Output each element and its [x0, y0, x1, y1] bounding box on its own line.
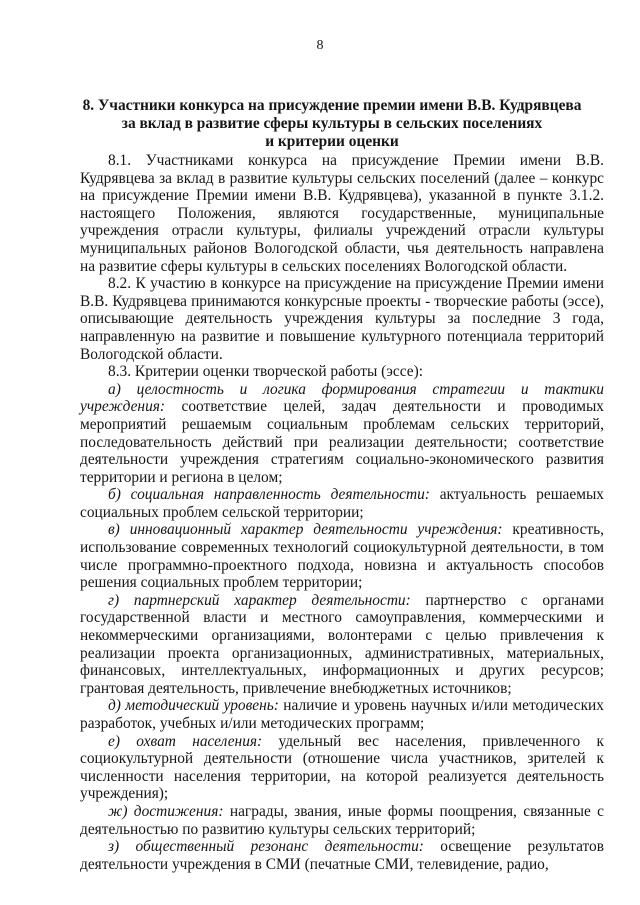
paragraph-8-2: 8.2. К участию в конкурсе на присуждение на присуждение Премии имени В.В. Кудрявцева принимаются конкурсные проекты - творческие работы (эссе), описывающие деятельность учреждения культуры за последние 3 года, направленную на развитие и повышение культурного потенциала территорий Вологодской области. — [80, 275, 604, 363]
criterion-b-text: актуальность решаемых социальных проблем сельской территории; — [80, 486, 604, 521]
criterion-zh-text: награды, звания, иные формы поощрения, связанные с деятельностью по развитию культуры сельских территорий; — [80, 802, 605, 838]
heading-line-2: за вклад в развитие сферы культуры в сельских поселениях — [121, 115, 543, 132]
criterion-e-label: е) охват населения: — [108, 732, 263, 750]
paragraph-8-3: 8.3. Критерии оценки творческой работы (эссе): — [108, 363, 423, 381]
criterion-g — [80, 592, 604, 698]
criterion-zh-label: ж) достижения: — [108, 802, 224, 820]
criterion-v-text: креативность, использование современных технологий социокультурной деятельности, в том числе программно-проектного подхода, новизна и актуальность способов решения социальных проблем территории; — [80, 521, 604, 592]
paragraph-8-1: 8.1. Участниками конкурса на присуждение Премии имени В.В. Кудрявцева за вклад в развитие культуры сельских поселений (далее – конкурс на присуждение Премии имени В.В. Кудрявцева), указанной в пункте 3.1.2. настоящего Положения, являются государственные, муниципальные учреждения отрасли культуры, филиалы учреждений отрасли культуры муниципальных районов Вологодской области, чья деятельность направлена на развитие сферы культуры в сельских поселениях Вологодской области. — [80, 152, 604, 275]
criterion-g-label: г) партнерский характер деятельности: — [108, 591, 411, 609]
criterion-zh — [80, 803, 604, 838]
heading-line-1: 8. Участники конкурса на присуждение премии имени В.В. Кудрявцева — [82, 97, 582, 114]
criterion-e-text: удельный вес населения, привлеченного к социокультурной деятельности (отношение числа участников, зрителей к численности населения территории, на которой реализуется деятельность учреждения); — [80, 732, 604, 803]
criterion-z — [80, 838, 604, 873]
document-body — [80, 152, 604, 873]
section-heading — [60, 97, 604, 151]
criterion-a-label: а) целостность и логика формирования стратегии и тактики учреждения: — [80, 380, 604, 416]
criterion-d-text: наличие и уровень научных и/или методических разработок, учебных и/или методических программ; — [80, 697, 604, 732]
criterion-e — [80, 733, 604, 803]
criterion-d-label: д) методический уровень: — [108, 697, 279, 715]
criterion-b — [80, 486, 604, 521]
criterion-a-text: соответствие целей, задач деятельности и проводимых мероприятий решаемым социальным проблемам сельских территорий, последовательность действий при реализации деятельности; соответствие деятельности учреждения стратегиям социально-экономического развития территории и региона в целом; — [80, 398, 604, 486]
criterion-g-text: партнерство с органами государственной власти и местного самоуправления, коммерческими и некоммерческими организациями, волонтерами с целью привлечения к реализации проекта организационных, административных, материальных, финансовых, интеллектуальных, информационных и других ресурсов; грантовая деятельность, привлечение внебюджетных источников; — [80, 591, 605, 697]
criterion-v-label: в) инновационный характер деятельности учреждения: — [108, 521, 503, 539]
criterion-a — [80, 381, 604, 487]
page-number: 8 — [316, 38, 324, 53]
criterion-d — [80, 697, 604, 732]
criterion-z-text: освещение результатов деятельности учреждения в СМИ (печатные СМИ, телевидение, радио, — [80, 838, 604, 873]
criterion-v — [80, 521, 604, 591]
criterion-z-label: з) общественный резонанс деятельности: — [108, 838, 424, 856]
criterion-b-label: б) социальная направленность деятельности: — [108, 486, 430, 504]
heading-line-3: и критерии оценки — [265, 133, 399, 150]
